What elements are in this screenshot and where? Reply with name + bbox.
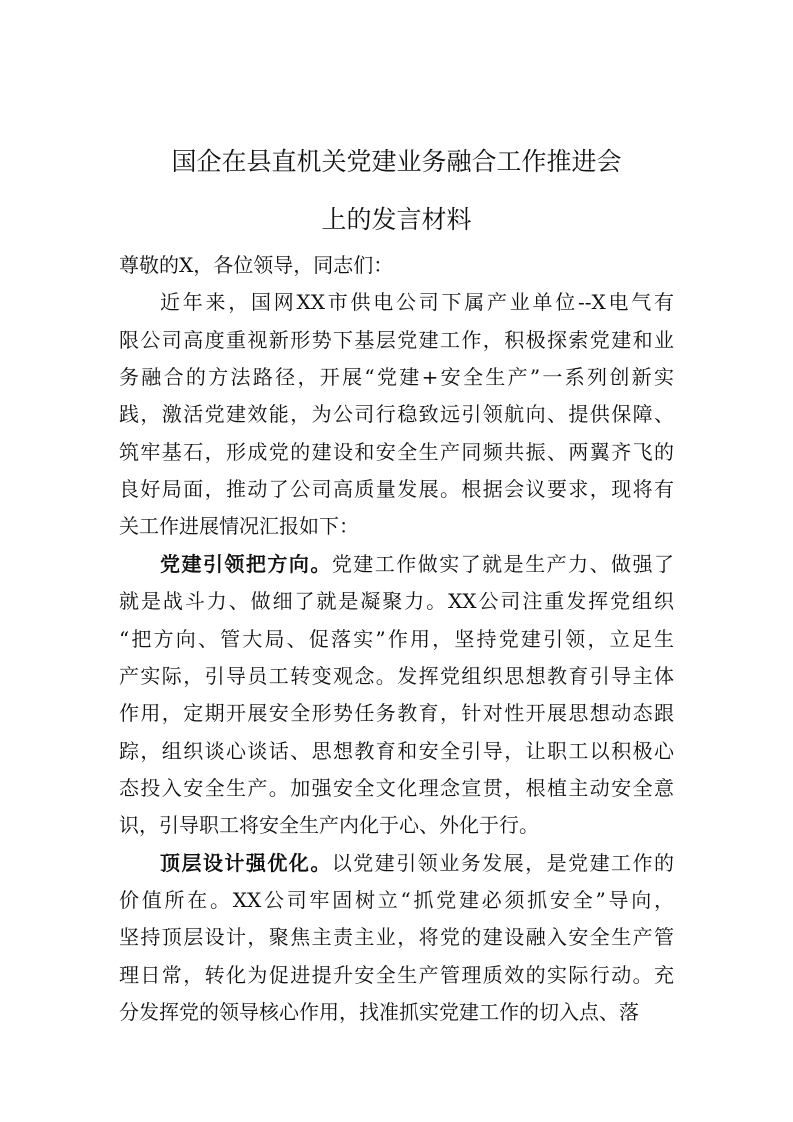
paragraph-text: 分发挥党的领导核心作用，找准抓实党建工作的切入点、落 (119, 1000, 639, 1024)
paragraph-text: 近年来，国网XX市供电公司下属产业单位--X电气有 (160, 290, 674, 315)
paragraph-2-line (119, 807, 674, 844)
paragraph-text: 党建工作做实了就是生产力、做强了 (331, 551, 675, 576)
paragraph-3-line (160, 845, 674, 882)
paragraph-1-line (119, 471, 674, 508)
paragraph-text: 务融合的方法路径，开展“党建+安全生产”一系列创新实 (119, 365, 674, 390)
paragraph-text: 关工作进展情况汇报如下： (119, 514, 359, 539)
paragraph-2-line (119, 658, 674, 695)
paragraph-text: 态投入安全生产。加强安全文化理念宣贯，根植主动安全意 (119, 775, 674, 800)
paragraph-2-line (119, 583, 674, 620)
paragraph-2-line (119, 621, 674, 658)
paragraph-1-line (119, 322, 674, 359)
paragraph-1-line (119, 508, 674, 545)
document-title-line-2: 上的发言材料 (321, 205, 472, 234)
paragraph-1-line (119, 396, 674, 433)
greeting: 尊敬的X，各位领导，同志们： (119, 253, 394, 277)
paragraph-text: 限公司高度重视新形势下基层党建工作，积极探索党建和业 (119, 327, 674, 352)
paragraph-heading: 顶层设计强优化。 (160, 850, 332, 875)
paragraph-text: 坚持顶层设计，聚焦主责主业，将党的建设融入安全生产管 (119, 925, 674, 950)
paragraph-3-line (119, 919, 674, 956)
paragraph-text: 就是战斗力、做细了就是凝聚力。XX公司注重发挥党组织 (119, 589, 674, 614)
paragraph-3-line (119, 882, 674, 919)
paragraph-text: 作用，定期开展安全形势任务教育，针对性开展思想动态跟 (119, 701, 674, 726)
paragraph-text: 产实际，引导员工转变观念。发挥党组织思想教育引导主体 (119, 663, 674, 688)
paragraph-2-line (119, 770, 674, 807)
paragraph-3-line (119, 994, 674, 1031)
paragraph-text: 识，引导职工将安全生产内化于心、外化于行。 (119, 813, 539, 838)
paragraph-text: 践，激活党建效能，为公司行稳致远引领航向、提供保障、 (119, 402, 674, 427)
paragraph-text: 踪，组织谈心谈话、思想教育和安全引导，让职工以积极心 (119, 738, 674, 763)
paragraph-text: 以党建引领业务发展，是党建工作的 (331, 850, 675, 875)
paragraph-1-line (160, 284, 674, 321)
paragraph-text: “把方向、管大局、促落实”作用，坚持党建引领，立足生 (119, 626, 674, 651)
paragraph-text: 良好局面，推动了公司高质量发展。根据会议要求，现将有 (119, 477, 674, 502)
paragraph-3-line (119, 957, 674, 994)
paragraph-text: 价值所在。XX公司牢固树立“抓党建必须抓安全”导向， (119, 887, 674, 912)
paragraph-2-line (119, 695, 674, 732)
paragraph-text: 筑牢基石，形成党的建设和安全生产同频共振、两翼齐飞的 (119, 439, 674, 464)
document-title-line-1: 国企在县直机关党建业务融合工作推进会 (171, 147, 622, 176)
paragraph-1-line (119, 434, 674, 471)
paragraph-1-line (119, 359, 674, 396)
paragraph-heading: 党建引领把方向。 (160, 551, 332, 576)
paragraph-2-line (119, 733, 674, 770)
paragraph-2-line (160, 546, 674, 583)
paragraph-text: 理日常，转化为促进提升安全生产管理质效的实际行动。充 (119, 962, 674, 987)
